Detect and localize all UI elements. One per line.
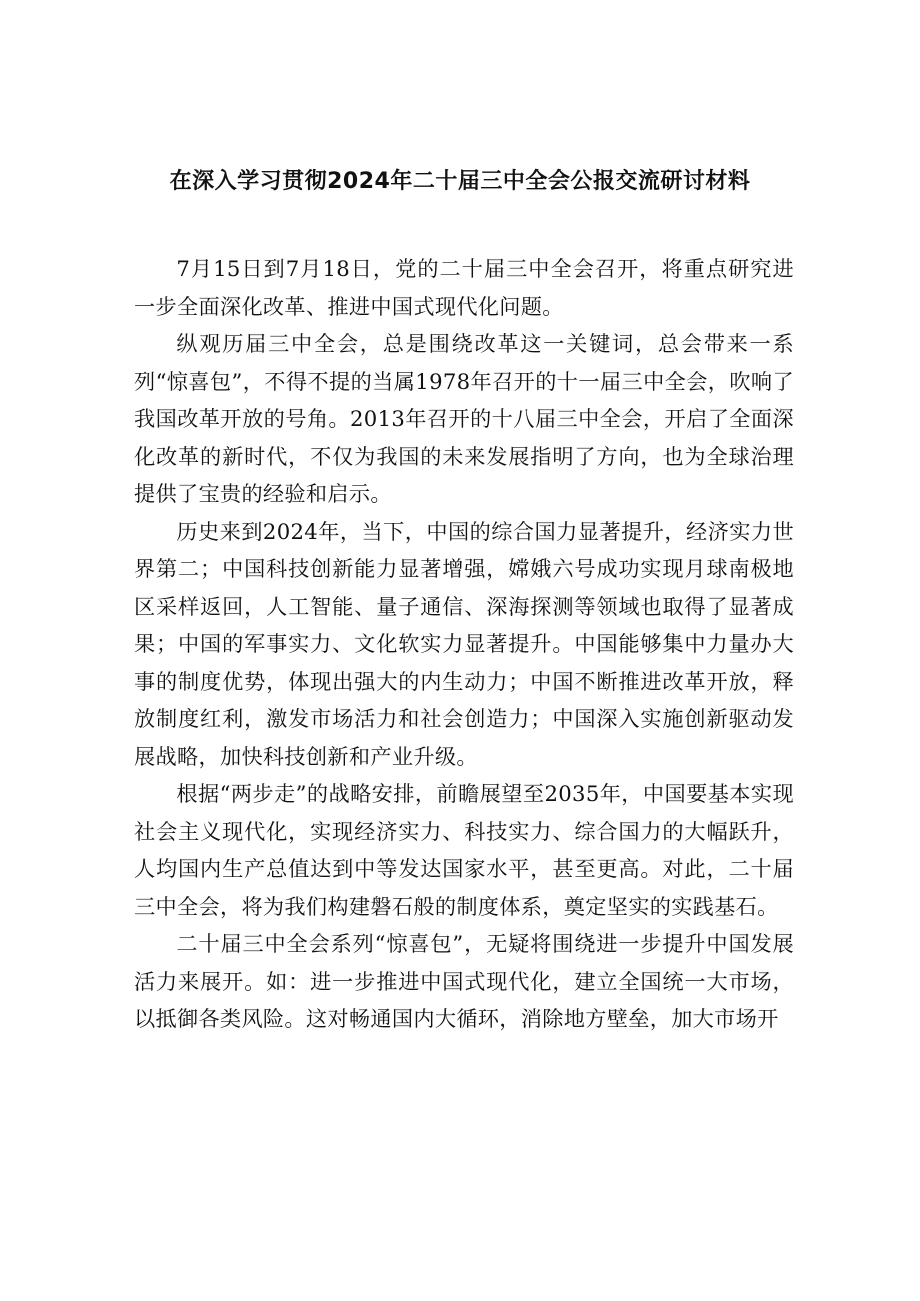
paragraph-3: 历史来到2024年，当下，中国的综合国力显著提升，经济实力世界第二；中国科技创新能力显著增强，嫦娥六号成功实现月球南极地区采样返回，人工智能、量子通信、深海探测等领域也取得了显著成果；中国的军事实力、文化软实力显著提升。中国能够集中力量办大事的制度优势，体现出强大的内生动力；中国不断推进改革开放，释放制度红利，激发市场活力和社会创造力；中国深入实施创新驱动发展战略，加快科技创新和产业升级。: [134, 518, 794, 769]
paragraph-1: 7月15日到7月18日，党的二十届三中全会召开，将重点研究进一步全面深化改革、推进中国式现代化问题。: [134, 256, 794, 319]
paragraph-2: 纵观历届三中全会，总是围绕改革这一关键词，总会带来一系列“惊喜包”，不得不提的当属1978年召开的十一届三中全会，吹响了我国改革开放的号角。2013年召开的十八届三中全会，开启了全面深化改革的新时代，不仅为我国的未来发展指明了方向，也为全球治理提供了宝贵的经验和启示。: [134, 331, 794, 506]
paragraph-5: 二十届三中全会系列“惊喜包”，无疑将围绕进一步提升中国发展活力来展开。如：进一步推进中国式现代化，建立全国统一大市场，以抵御各类风险。这对畅通国内大循环，消除地方壁垒，加大市场开: [134, 931, 794, 1031]
document-body: [134, 250, 794, 1038]
document-title: 在深入学习贯彻2024年二十届三中全会公报交流研讨材料: [169, 169, 751, 194]
paragraph-4: 根据“两步走”的战略安排，前瞻展望至2035年，中国要基本实现社会主义现代化，实现经济实力、科技实力、综合国力的大幅跃升，人均国内生产总值达到中等发达国家水平，甚至更高。对此，二十届三中全会，将为我们构建磐石般的制度体系，奠定坚实的实践基石。: [134, 781, 794, 919]
